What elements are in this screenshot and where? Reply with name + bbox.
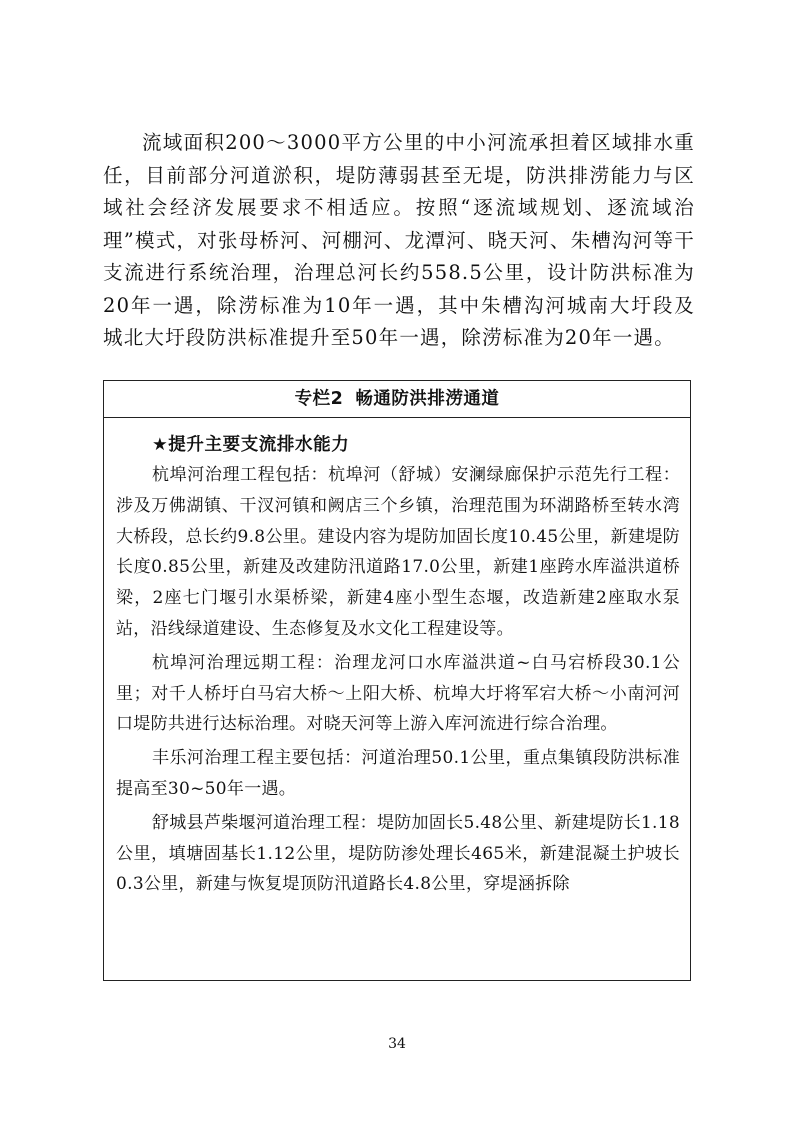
box-body (104, 418, 690, 900)
intro-text (103, 127, 695, 355)
box-title-text: 畅通防洪排涝通道 (355, 389, 500, 409)
special-column-box (103, 380, 691, 981)
intro-paragraph: 流域面积200～3000平方公里的中小河流承担着区域排水重任，目前部分河道淤积，堤防薄弱甚至无堤，防洪排涝能力与区域社会经济发展要求不相适应。按照“逐流域规划、逐流域治理”模式，对张母桥河、河棚河、龙潭河、晓天河、朱槽沟河等干支流进行系统治理，治理总河长约558.5公里，设计防洪标准为20年一遇，除涝标准为10年一遇，其中朱槽沟河城南大圩段及城北大圩段防洪标准提升至50年一遇，除涝标准为20年一遇。 (103, 131, 695, 349)
box-number: 专栏2 (294, 389, 344, 409)
box-paragraph: 丰乐河治理工程主要包括：河道治理50.1公里，重点集镇段防洪标准提高至30~50年一遇。 (116, 748, 680, 799)
box-title (104, 381, 690, 418)
box-paragraph: 杭埠河治理远期工程：治理龙河口水库溢洪道~白马宕桥段30.1公里；对千人桥圩白马宕大桥～上阳大桥、杭埠大圩将军宕大桥～小南河河口堤防共进行达标治理。对晓天河等上游入库河流进行综合治理。 (116, 652, 680, 735)
page-number: 34 (388, 1036, 406, 1052)
box-paragraph: 杭埠河治理工程包括：杭埠河（舒城）安澜绿廊保护示范先行工程：涉及万佛湖镇、干汊河镇和阙店三个乡镇，治理范围为环湖路桥至转水湾大桥段，总长约9.8公里。建设内容为堤防加固长度10.45公里，新建堤防长度0.85公里，新建及改建防汛道路17.0公里，新建1座跨水库溢洪道桥梁，2座七门堰引水渠桥梁，新建4座小型生态堰，改造新建2座取水泵站，沿线绿道建设、生态修复及水文化工程建设等。 (116, 465, 680, 639)
box-paragraph: 舒城县芦柴堰河道治理工程：堤防加固长5.48公里、新建堤防长1.18公里，填塘固基长1.12公里，堤防防渗处理长465米，新建混凝土护坡长0.3公里，新建与恢复堤顶防汛道路长4.8公里，穿堤涵拆除 (116, 812, 680, 895)
section-heading: ★提升主要支流排水能力 (152, 435, 350, 455)
